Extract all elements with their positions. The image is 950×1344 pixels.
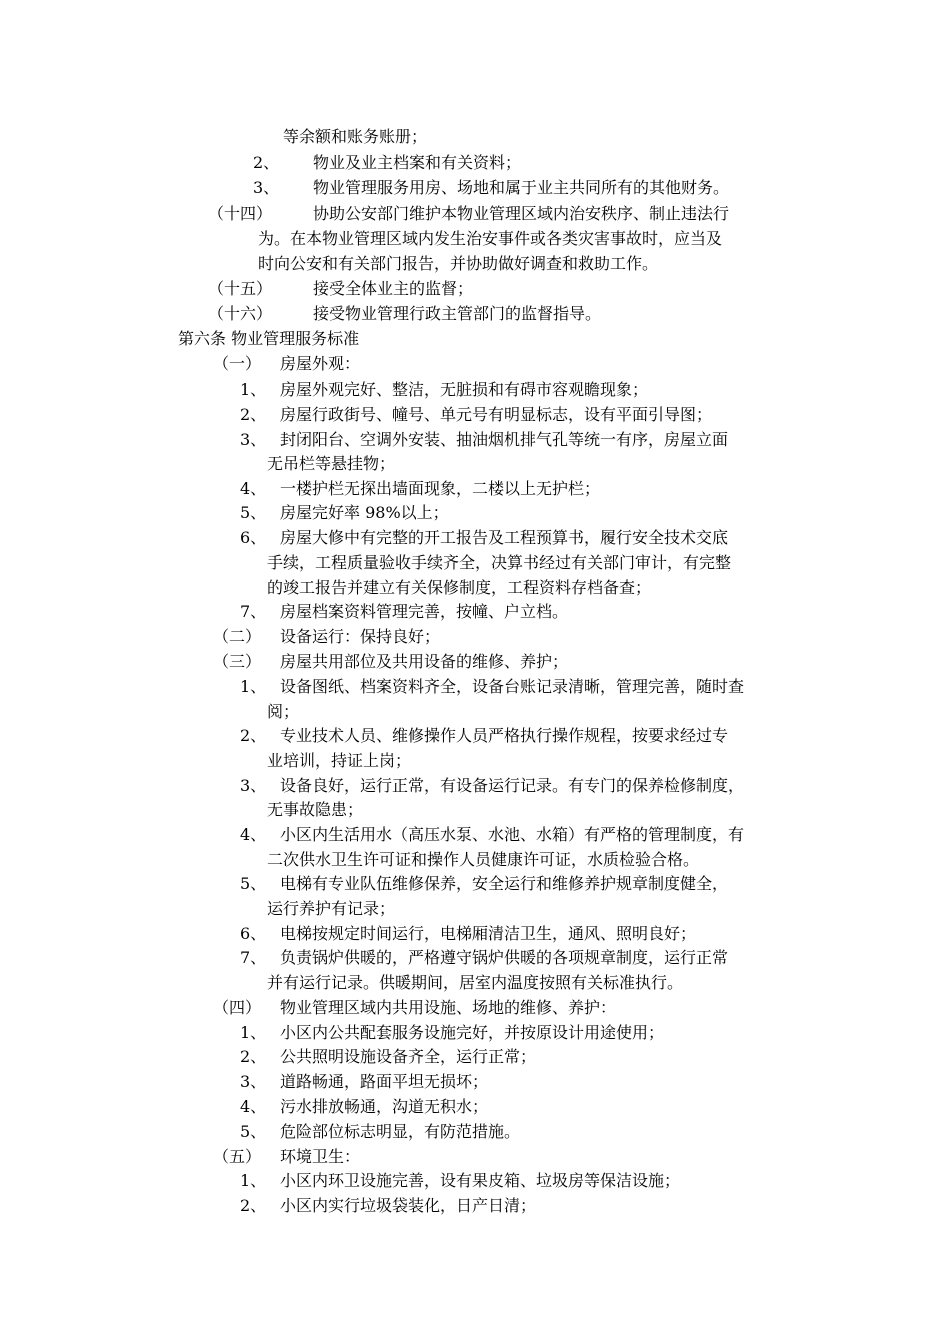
section-heading: 房屋外观： — [280, 354, 361, 373]
list-marker: 2、 — [240, 1196, 267, 1215]
list-item-text: 阅； — [267, 702, 300, 721]
list-item-text: 物业及业主档案和有关资料； — [313, 153, 522, 172]
section-marker: （一） — [213, 354, 262, 373]
list-item-text: 小区内实行垃圾袋装化，日产日清； — [280, 1196, 537, 1215]
list-marker: 1、 — [240, 1171, 267, 1190]
list-item-text: 业培训，持证上岗； — [267, 751, 412, 770]
list-marker: 6、 — [240, 924, 267, 943]
list-marker: （十四） — [208, 204, 273, 223]
list-marker: 1、 — [240, 1023, 267, 1042]
list-item-text: 电梯有专业队伍维修保养，安全运行和维修养护规章制度健全， — [280, 874, 729, 893]
list-item-text: 运行养护有记录； — [267, 899, 396, 918]
list-item-text: 一楼护栏无探出墙面现象，二楼以上无护栏； — [280, 479, 601, 498]
list-marker: 1、 — [240, 380, 267, 399]
list-item-text: 负责锅炉供暖的，严格遵守锅炉供暖的各项规章制度，运行正常 — [280, 948, 729, 967]
list-item-text: 时向公安和有关部门报告，并协助做好调查和救助工作。 — [258, 254, 659, 273]
list-item-text: 专业技术人员、维修操作人员严格执行操作规程，按要求经过专 — [280, 726, 729, 745]
list-item-text: 协助公安部门维护本物业管理区域内治安秩序、制止违法行 — [313, 204, 730, 223]
list-item-text: 物业管理服务用房、场地和属于业主共同所有的其他财务。 — [313, 178, 730, 197]
list-item-text: 二次供水卫生许可证和操作人员健康许可证，水质检验合格。 — [267, 850, 700, 869]
section-marker: （四） — [213, 998, 262, 1017]
list-item-text: 房屋行政街号、幢号、单元号有明显标志，设有平面引导图； — [280, 405, 713, 424]
list-marker: 5、 — [240, 503, 267, 522]
list-marker: （十五） — [208, 279, 273, 298]
section-heading: 环境卫生： — [280, 1147, 361, 1166]
list-item-text: 无事故隐患； — [267, 800, 364, 819]
list-item-text: 道路畅通，路面平坦无损坏； — [280, 1072, 489, 1091]
list-marker: 5、 — [240, 874, 267, 893]
section-marker: （二） — [213, 627, 262, 646]
list-item-text: 接受全体业主的监督； — [313, 279, 474, 298]
list-marker: 3、 — [240, 1072, 267, 1091]
list-marker: 3、 — [240, 430, 267, 449]
list-item-text: 危险部位标志明显，有防范措施。 — [280, 1122, 521, 1141]
list-marker: 7、 — [240, 948, 267, 967]
list-item-text: 设备良好，运行正常，有设备运行记录。有专门的保养检修制度， — [280, 776, 745, 795]
list-marker: 4、 — [240, 1097, 267, 1116]
list-item-text: 设备图纸、档案资料齐全，设备台账记录清晰，管理完善，随时查 — [280, 677, 745, 696]
list-marker: 2、 — [240, 405, 267, 424]
list-item-text: 的竣工报告并建立有关保修制度，工程资料存档备查； — [267, 578, 652, 597]
list-marker: 2、 — [253, 153, 280, 172]
section-marker: （三） — [213, 652, 262, 671]
list-marker: 3、 — [253, 178, 280, 197]
list-item-text: 房屋完好率 98%以上； — [280, 503, 449, 522]
section-heading: 设备运行：保持良好； — [280, 627, 441, 646]
list-marker: 4、 — [240, 479, 267, 498]
list-item-text: 手续，工程质量验收手续齐全，决算书经过有关部门审计，有完整 — [267, 553, 732, 572]
list-item-text: 并有运行记录。供暖期间，居室内温度按照有关标准执行。 — [267, 973, 684, 992]
list-item-text: 房屋大修中有完整的开工报告及工程预算书，履行安全技术交底 — [280, 528, 729, 547]
list-marker: 1、 — [240, 677, 267, 696]
list-item-text: 小区内公共配套服务设施完好，并按原设计用途使用； — [280, 1023, 665, 1042]
article-heading: 第六条 物业管理服务标准 — [178, 329, 360, 348]
section-heading: 房屋共用部位及共用设备的维修、养护； — [280, 652, 569, 671]
list-marker: （十六） — [208, 304, 273, 323]
list-marker: 2、 — [240, 1047, 267, 1066]
section-marker: （五） — [213, 1147, 262, 1166]
list-marker: 3、 — [240, 776, 267, 795]
list-marker: 7、 — [240, 602, 267, 621]
list-marker: 2、 — [240, 726, 267, 745]
list-item-text: 封闭阳台、空调外安装、抽油烟机排气孔等统一有序，房屋立面 — [280, 430, 729, 449]
list-item-text: 小区内环卫设施完善，设有果皮箱、垃圾房等保洁设施； — [280, 1171, 681, 1190]
list-item-text: 电梯按规定时间运行，电梯厢清洁卫生，通风、照明良好； — [280, 924, 697, 943]
paragraph-text: 等余额和账务账册； — [283, 127, 428, 146]
list-item-text: 公共照明设施设备齐全，运行正常； — [280, 1047, 537, 1066]
list-item-text: 接受物业管理行政主管部门的监督指导。 — [313, 304, 602, 323]
list-marker: 5、 — [240, 1122, 267, 1141]
list-item-text: 小区内生活用水（高压水泵、水池、水箱）有严格的管理制度，有 — [280, 825, 745, 844]
section-heading: 物业管理区域内共用设施、场地的维修、养护： — [280, 998, 617, 1017]
list-marker: 6、 — [240, 528, 267, 547]
list-item-text: 房屋外观完好、整洁，无脏损和有碍市容观瞻现象； — [280, 380, 649, 399]
list-item-text: 为。在本物业管理区域内发生治安事件或各类灾害事故时，应当及 — [258, 229, 723, 248]
list-item-text: 污水排放畅通，沟道无积水； — [280, 1097, 489, 1116]
list-marker: 4、 — [240, 825, 267, 844]
list-item-text: 无吊栏等悬挂物； — [267, 454, 396, 473]
list-item-text: 房屋档案资料管理完善，按幢、户立档。 — [280, 602, 569, 621]
